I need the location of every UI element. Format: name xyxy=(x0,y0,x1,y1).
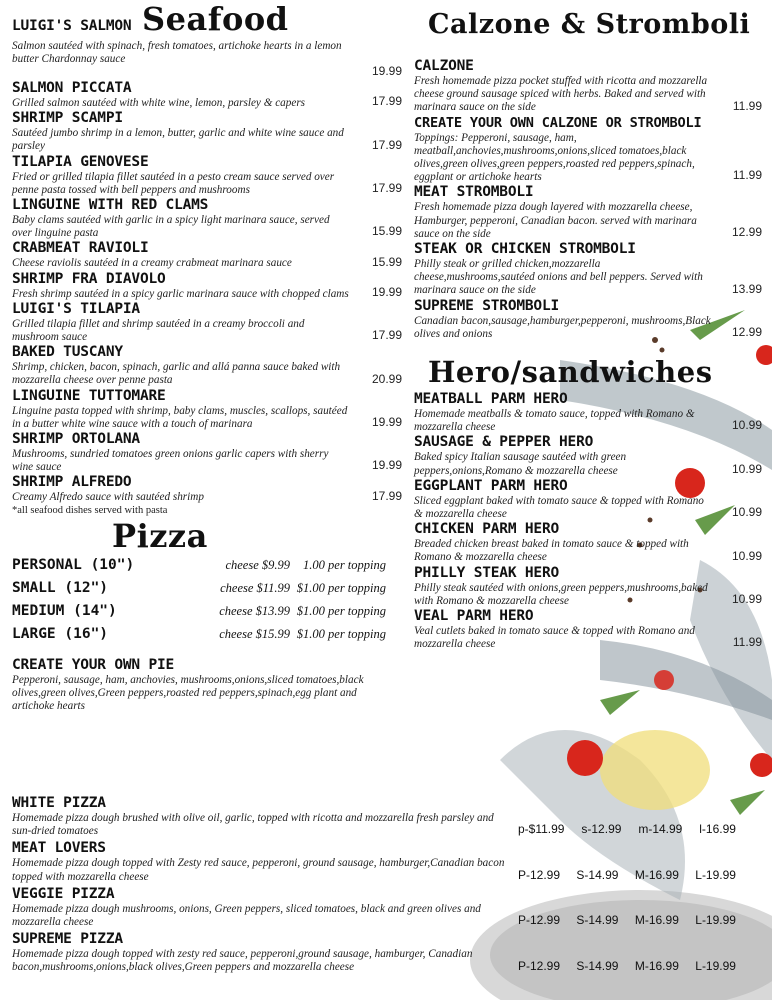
menu-item-name: STEAK OR CHICKEN STROMBOLI xyxy=(414,241,636,258)
menu-item-description: Salmon sautéed with spinach, fresh tomatoes, artichoke hearts in a lemon butter Chardonnay sauce xyxy=(12,40,342,66)
menu-item-price: 10.99 xyxy=(731,592,762,607)
menu-item-name: LUIGI'S TILAPIA xyxy=(12,300,140,317)
menu-item-price: 20.99 xyxy=(371,371,402,386)
pizza-topping-price: 1.00 per topping xyxy=(303,557,386,572)
price-small: s-12.99 xyxy=(581,822,622,837)
price-small: S-14.99 xyxy=(576,867,619,882)
menu-item-name: SHRIMP SCAMPI xyxy=(12,110,123,127)
menu-item-name: MEAT LOVERS xyxy=(12,840,106,857)
pizza-cheese-price: cheese $11.99 xyxy=(220,580,290,595)
menu-item-name: WHITE PIZZA xyxy=(12,795,106,811)
menu-item xyxy=(414,521,764,564)
pizza-price-list xyxy=(518,959,736,973)
menu-item xyxy=(414,298,764,341)
menu-item-price: 19.99 xyxy=(371,458,402,473)
pizza-size-name: LARGE (16") xyxy=(12,625,109,642)
menu-item xyxy=(12,240,404,270)
specialty-pizzas xyxy=(12,795,762,975)
pizza-cheese-price: cheese $9.99 xyxy=(225,557,290,572)
menu-item xyxy=(12,431,404,474)
menu-item-description: Fresh shrimp sautéed in a spicy garlic marinara sauce with chopped clams xyxy=(12,287,349,300)
menu-item-description: Baked spicy Italian sausage sautéed with green peppers,onions,Romano & mozzarella cheese xyxy=(414,451,627,477)
menu-item-description: Sliced eggplant baked with tomato sauce & topped with Romano & mozzarella cheese xyxy=(414,494,704,521)
menu-item-price: 12.99 xyxy=(731,325,762,340)
menu-item xyxy=(12,110,404,153)
seafood-header xyxy=(12,0,404,38)
menu-item-description: Homemade meatballs & tomato sauce, topped with Romano & mozzarella cheese xyxy=(414,408,695,434)
menu-item-name: LINGUINE WITH RED CLAMS xyxy=(12,197,209,214)
menu-item-price: 11.99 xyxy=(732,168,762,183)
menu-item xyxy=(12,80,404,110)
pizza-price-list xyxy=(518,868,736,882)
menu-item xyxy=(12,271,404,301)
menu-item xyxy=(414,115,764,185)
pizza-size-row xyxy=(12,603,404,626)
menu-item-name: SALMON PICCATA xyxy=(12,80,132,96)
menu-item xyxy=(12,840,762,883)
pizza-topping-price: $1.00 per topping xyxy=(296,626,386,641)
menu-item-name: BAKED TUSCANY xyxy=(12,344,123,361)
menu-item-description: Philly steak or grilled chicken,mozzarella cheese,mushrooms,sautéed onions and bell peppers. Served with marinara sauce on the side xyxy=(414,258,703,297)
menu-item-price: 17.99 xyxy=(371,181,402,196)
menu-item-name: VEAL PARM HERO xyxy=(414,608,534,625)
menu-item-description: Philly steak sautéed with onions,green peppers,mushrooms,baked with Romano & mozzarella cheese xyxy=(414,581,708,607)
pizza-price-list xyxy=(518,913,736,927)
menu-item-name: LINGUINE TUTTOMARE xyxy=(12,387,166,404)
section-title-calzone: Calzone & Stromboli xyxy=(428,9,751,40)
menu-item-name: VEGGIE PIZZA xyxy=(12,885,115,902)
price-small: S-14.99 xyxy=(576,913,619,928)
menu-item-name: CREATE YOUR OWN PIE xyxy=(12,656,175,673)
menu-item-name: SHRIMP ALFREDO xyxy=(12,474,132,491)
price-medium: M-16.99 xyxy=(634,913,679,928)
pizza-size-name: PERSONAL (10") xyxy=(12,556,135,573)
menu-item-description: Homemade pizza dough topped with Zesty red sauce, pepperoni, ground sausage, hamburger,Canadian bacon topped with mozzarella cheese xyxy=(12,857,505,883)
price-medium: m-14.99 xyxy=(638,822,683,837)
left-column xyxy=(12,2,404,713)
price-large: L-19.99 xyxy=(695,867,736,882)
pizza-topping-price: $1.00 per topping xyxy=(296,603,386,618)
menu-item-price: 12.99 xyxy=(731,225,762,240)
price-large: l-16.99 xyxy=(699,822,736,837)
menu-item-description: Grilled salmon sautéed with white wine, lemon, parsley & capers xyxy=(12,97,306,109)
menu-item-description: Shrimp, chicken, bacon, spinach, garlic and allá panna sauce baked with mozzarella cheese over penne pasta xyxy=(12,361,341,387)
menu-item-price: 11.99 xyxy=(732,635,762,650)
menu-item xyxy=(414,565,764,608)
menu-item-description: Fresh homemade pizza pocket stuffed with ricotta and mozzarella cheese ground sausage spiced with herbs. Baked and served with marinara sauce on the side xyxy=(414,75,708,114)
menu-item-name: MEATBALL PARM HERO xyxy=(414,391,568,408)
menu-item-description: Veal cutlets baked in tomato sauce & topped with Romano and mozzarella cheese xyxy=(414,625,695,651)
menu-item-name: EGGPLANT PARM HERO xyxy=(414,477,568,494)
menu-item-name: SUPREME PIZZA xyxy=(12,931,123,948)
price-large: L-19.99 xyxy=(695,913,736,928)
menu-item-price: 19.99 xyxy=(371,64,402,78)
menu-item-description: Fresh homemade pizza dough layered with mozzarella cheese, Hamburger, pepperoni, Canadian bacon. served with marinara sauce on the side xyxy=(414,201,697,240)
menu-item-description: Cheese raviolis sautéed in a creamy crabmeat marinara sauce xyxy=(12,257,292,270)
menu-item xyxy=(12,344,404,387)
price-small: S-14.99 xyxy=(576,958,619,973)
menu-item-price: 10.99 xyxy=(731,461,762,476)
menu-item-price: 17.99 xyxy=(371,137,402,152)
pizza-size-row xyxy=(12,580,404,603)
pizza-price-list xyxy=(518,822,736,836)
menu-item-description: Fried or grilled tilapia fillet sautéed in a pesto cream sauce served over penne pasta tossed with bell peppers and mushrooms xyxy=(12,170,335,196)
pizza-size-row xyxy=(12,626,404,649)
pizza-cheese-price: cheese $15.99 xyxy=(219,626,290,641)
menu-item-description: Creamy Alfredo sauce with sautéed shrimp xyxy=(12,491,204,504)
menu-item xyxy=(12,301,404,344)
menu-item-name: PHILLY STEAK HERO xyxy=(414,564,560,581)
menu-item-description: Breaded chicken breast baked in tomato sauce & topped with Romano & mozzarella cheese xyxy=(414,538,689,564)
menu-item xyxy=(414,391,764,434)
price-medium: M-16.99 xyxy=(634,867,679,882)
menu-item-description: Sautéed jumbo shrimp in a lemon, butter, garlic and white wine sauce and parsley xyxy=(12,127,344,153)
menu-item-price: 10.99 xyxy=(731,418,762,433)
menu-item-price: 13.99 xyxy=(731,281,762,296)
menu-item-name: CHICKEN PARM HERO xyxy=(414,521,560,538)
menu-item-name: CRABMEAT RAVIOLI xyxy=(12,240,149,257)
section-title-pizza: Pizza xyxy=(112,516,208,555)
menu-item-price: 19.99 xyxy=(371,284,402,299)
menu-item-price: 10.99 xyxy=(731,548,762,563)
menu-item-name: MEAT STROMBOLI xyxy=(414,184,534,201)
menu-item-price: 17.99 xyxy=(371,94,402,109)
menu-item-name: CREATE YOUR OWN CALZONE OR STROMBOLI xyxy=(414,114,702,131)
menu-item-description: Linguine pasta topped with shrimp, baby clams, muscles, scallops, sautéed in a butter white wine sauce with a touch of marinara xyxy=(12,404,348,430)
menu-item-description: Mushrooms, sundried tomatoes green onions garlic capers with sherry wine sauce xyxy=(12,448,329,474)
section-title-seafood: Seafood xyxy=(142,0,289,38)
menu-item-name: SHRIMP FRA DIAVOLO xyxy=(12,270,166,287)
menu-item-description: Toppings: Pepperoni, sausage, ham, meatball,anchovies,mushrooms,onions,sliced tomatoes,black olives,green olives,green peppers,roasted red peppers,spinach, eggplant or artichoke hearts xyxy=(414,131,695,184)
pizza-cheese-price: cheese $13.99 xyxy=(219,603,290,618)
menu-item-description: Pepperoni, sausage, ham, anchovies, mushrooms,onions,sliced tomatoes,black olives,green olives,Green peppers,roasted red peppers,spinach,egg plant and artichoke hearts xyxy=(12,673,364,713)
menu-item xyxy=(12,657,392,714)
menu-item xyxy=(12,197,404,240)
menu-item xyxy=(12,388,404,431)
menu-item-name: SHRIMP ORTOLANA xyxy=(12,431,140,448)
pizza-size-name: MEDIUM (14") xyxy=(12,602,117,619)
menu-item xyxy=(414,241,764,298)
menu-item-description: Grilled tilapia fillet and shrimp sautéed in a creamy broccoli and mushroom sauce xyxy=(12,317,305,344)
menu-item xyxy=(12,795,762,838)
menu-item-name: CALZONE xyxy=(414,58,474,74)
menu-item-price: 19.99 xyxy=(371,415,402,430)
price-personal: P-12.99 xyxy=(518,913,561,928)
menu-item xyxy=(414,434,764,477)
menu-item xyxy=(12,154,404,197)
menu-item xyxy=(414,184,764,241)
menu-item xyxy=(12,474,404,504)
section-title-hero: Hero/sandwiches xyxy=(428,355,713,390)
menu-item xyxy=(414,58,764,115)
menu-item xyxy=(12,886,762,929)
right-column xyxy=(414,8,764,651)
price-personal: P-12.99 xyxy=(518,867,561,882)
price-large: L-19.99 xyxy=(695,958,736,973)
seafood-note: *all seafood dishes served with pasta xyxy=(12,504,168,516)
price-personal: p-$11.99 xyxy=(518,822,565,837)
menu-item-description: Homemade pizza dough topped with zesty red sauce, pepperoni,ground sausage, hamburger, Canadian bacon,mushrooms,onions,black olives,Green peppers and mozzarella cheese xyxy=(12,948,473,974)
menu-item-name: LUIGI'S SALMON xyxy=(12,18,132,34)
price-personal: P-12.99 xyxy=(518,958,561,973)
menu-item-price: 17.99 xyxy=(371,328,402,343)
price-medium: M-16.99 xyxy=(634,958,679,973)
menu-item-price: 10.99 xyxy=(731,505,762,520)
menu-item-price: 11.99 xyxy=(732,98,762,113)
menu-item-name: SAUSAGE & PEPPER HERO xyxy=(414,434,594,451)
menu-item-description: Baby clams sautéed with garlic in a spicy light marinara sauce, served over linguine pasta xyxy=(12,214,330,240)
menu-item-description: Homemade pizza dough brushed with olive oil, garlic, topped with ricotta and mozzarella fresh parsley and sun-dried tomatoes xyxy=(12,812,494,838)
menu-item-name: SUPREME STROMBOLI xyxy=(414,297,560,314)
menu-item xyxy=(12,931,762,974)
pizza-size-name: SMALL (12") xyxy=(12,579,109,596)
menu-item-description: Canadian bacon,sausage,hamburger,pepperoni, mushrooms,Black olives and onions xyxy=(414,314,711,340)
menu-item-name: TILAPIA GENOVESE xyxy=(12,153,149,170)
menu-item-price: 17.99 xyxy=(371,488,402,503)
pizza-size-row xyxy=(12,557,404,580)
menu-item xyxy=(414,608,764,651)
menu-item xyxy=(12,40,404,80)
menu-item-price: 15.99 xyxy=(371,224,402,239)
menu-item-price: 15.99 xyxy=(371,254,402,269)
pizza-topping-price: $1.00 per topping xyxy=(296,580,386,595)
menu-item xyxy=(414,478,764,521)
menu-item-description: Homemade pizza dough mushrooms, onions, Green peppers, sliced tomatoes, black and green olives and mozzarella cheese xyxy=(12,902,481,929)
